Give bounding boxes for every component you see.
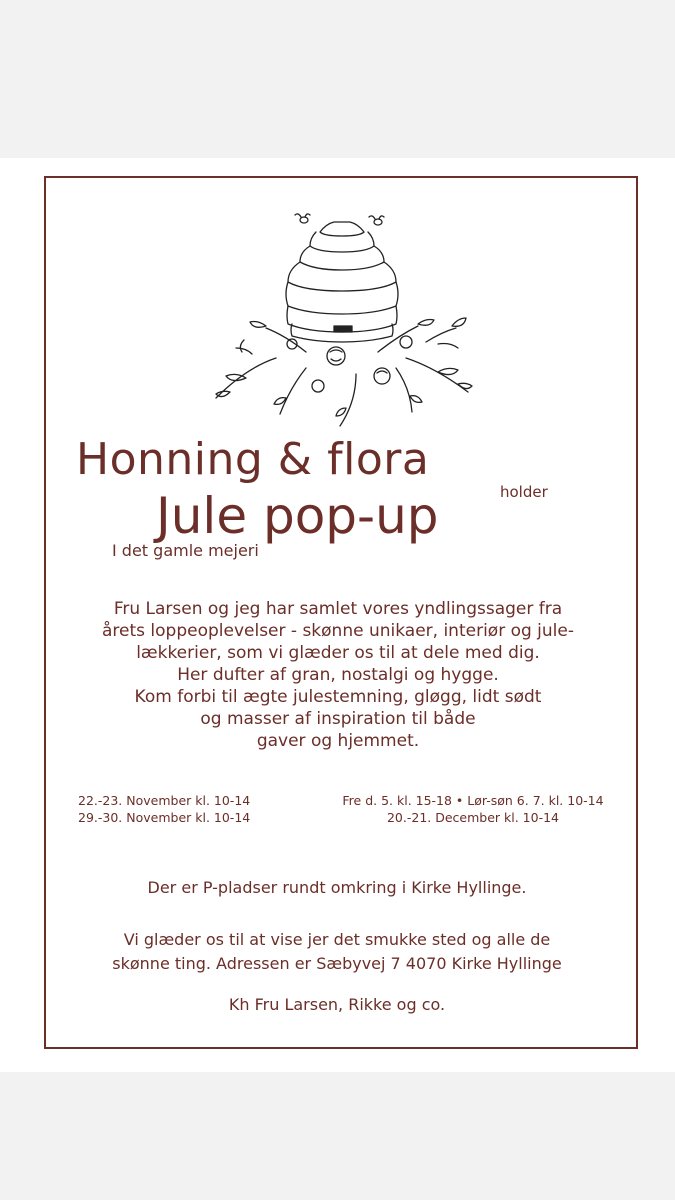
signature: Kh Fru Larsen, Rikke og co. [228, 995, 446, 1014]
intro-line: og masser af inspiration til både [200, 709, 476, 729]
date-line: Fre d. 5. kl. 15-18 • Lør-søn 6. 7. kl. 10-14 [342, 793, 604, 808]
date-line: 29.-30. November kl. 10-14 [78, 810, 251, 825]
closing-line: skønne ting. Adressen er Sæbyvej 7 4070 Kirke Hyllinge [112, 954, 562, 973]
intro-line: Fru Larsen og jeg har samlet vores yndlingssager fra [113, 599, 563, 619]
title-line-2: Jule pop-up [156, 487, 439, 545]
intro-line: årets loppeoplevelser - skønne unikaer, interiør og jule- [102, 621, 574, 641]
title-line-1: Honning & flora [76, 434, 430, 485]
intro-line: Kom forbi til ægte julestemning, gløgg, lidt sødt [134, 687, 542, 707]
holder-word: holder [500, 483, 548, 501]
intro-line: gaver og hjemmet. [256, 731, 420, 751]
beehive-illustration [206, 208, 478, 438]
december-dates [322, 792, 624, 826]
intro-line: Her dufter af gran, nostalgi og hygge. [177, 665, 499, 685]
date-line: 20.-21. December kl. 10-14 [386, 810, 559, 825]
bee-icon [369, 216, 384, 225]
date-line: 22.-23. November kl. 10-14 [78, 793, 251, 808]
bee-icon [295, 214, 310, 223]
venue-subtitle: I det gamle mejeri [112, 541, 259, 560]
intro-paragraph [60, 598, 616, 752]
november-dates [78, 792, 250, 826]
intro-line: lækkerier, som vi glæder os til at dele med dig. [136, 643, 540, 663]
flyer-sheet [0, 158, 675, 1072]
parking-note: Der er P-pladser rundt omkring i Kirke Hyllinge. [147, 878, 527, 897]
closing-paragraph [56, 928, 618, 976]
closing-line: Vi glæder os til at vise jer det smukke sted og alle de [123, 930, 551, 949]
